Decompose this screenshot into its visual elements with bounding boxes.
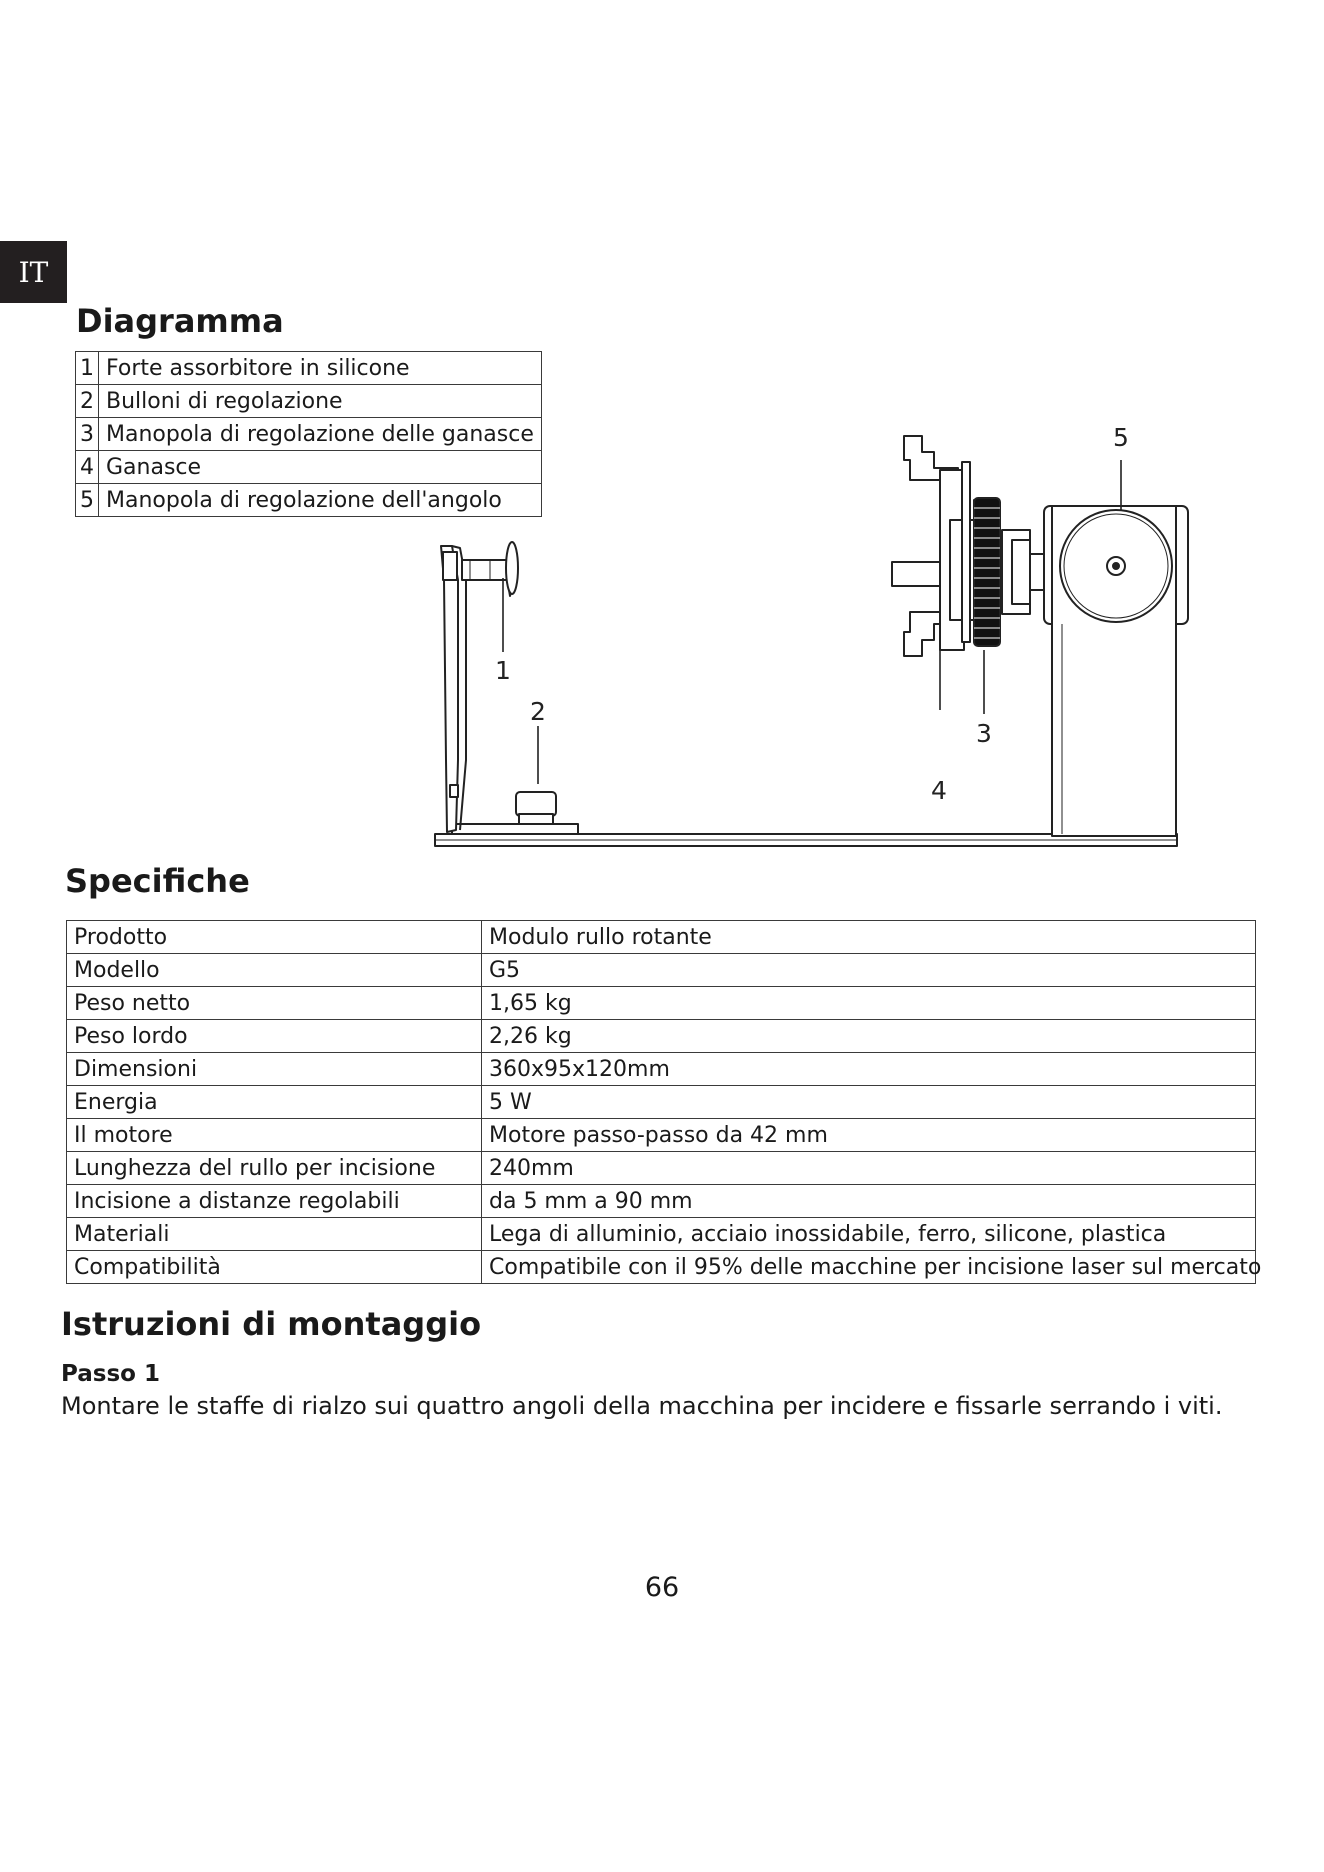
spec-key: Incisione a distanze regolabili	[67, 1185, 482, 1218]
table-row	[67, 1119, 1256, 1152]
legend-label: Forte assorbitore in silicone	[99, 352, 542, 385]
left-bracket	[441, 546, 466, 832]
callout-2: 2	[530, 697, 546, 726]
adjustment-bolt	[516, 726, 556, 824]
spec-value: Motore passo-passo da 42 mm	[482, 1119, 1256, 1152]
legend-label: Bulloni di regolazione	[99, 385, 542, 418]
spec-value: Compatibile con il 95% delle macchine per incisione laser sul mercato	[482, 1251, 1256, 1284]
table-row	[67, 921, 1256, 954]
table-row	[67, 1251, 1256, 1284]
spec-value: Lega di alluminio, acciaio inossidabile, ferro, silicone, plastica	[482, 1218, 1256, 1251]
spec-value: da 5 mm a 90 mm	[482, 1185, 1256, 1218]
spec-key: Peso netto	[67, 987, 482, 1020]
legend-number: 5	[76, 484, 99, 517]
spec-value: 2,26 kg	[482, 1020, 1256, 1053]
silicone-absorber	[462, 542, 518, 652]
spec-table	[66, 920, 1262, 1284]
callout-3: 3	[976, 719, 992, 748]
table-row	[67, 1152, 1256, 1185]
table-row	[67, 1185, 1256, 1218]
step-title: Passo 1	[61, 1361, 160, 1387]
jaw-adjustment-knob	[974, 498, 1044, 714]
language-tab: IT	[0, 241, 67, 303]
assembly-heading: Istruzioni di montaggio	[61, 1305, 482, 1343]
table-row	[67, 987, 1256, 1020]
spec-key: Compatibilità	[67, 1251, 482, 1284]
callout-4: 4	[931, 776, 947, 805]
page-number: 66	[644, 1572, 680, 1603]
diagram-heading: Diagramma	[76, 302, 284, 340]
spec-key: Prodotto	[67, 921, 482, 954]
callout-1: 1	[495, 656, 511, 685]
callout-5: 5	[1113, 423, 1129, 452]
spec-key: Dimensioni	[67, 1053, 482, 1086]
spec-key: Materiali	[67, 1218, 482, 1251]
legend-label: Manopola di regolazione delle ganasce	[99, 418, 542, 451]
spec-value: 360x95x120mm	[482, 1053, 1256, 1086]
spec-key: Lunghezza del rullo per incisione	[67, 1152, 482, 1185]
table-row	[67, 954, 1256, 987]
spec-value: Modulo rullo rotante	[482, 921, 1256, 954]
spec-value: G5	[482, 954, 1256, 987]
spec-value: 1,65 kg	[482, 987, 1256, 1020]
spec-key: Energia	[67, 1086, 482, 1119]
legend-number: 3	[76, 418, 99, 451]
table-row	[67, 1020, 1256, 1053]
spec-key: Peso lordo	[67, 1020, 482, 1053]
specs-heading: Specifiche	[65, 862, 250, 900]
table-row	[67, 1086, 1256, 1119]
legend-number: 1	[76, 352, 99, 385]
legend-label: Manopola di regolazione dell'angolo	[99, 484, 542, 517]
spec-key: Modello	[67, 954, 482, 987]
legend-number: 2	[76, 385, 99, 418]
step-text: Montare le staffe di rialzo sui quattro angoli della macchina per incidere e fissarle serrando i viti.	[61, 1392, 1223, 1420]
spec-value: 240mm	[482, 1152, 1256, 1185]
table-row	[67, 1053, 1256, 1086]
table-row	[67, 1218, 1256, 1251]
legend-label: Ganasce	[99, 451, 542, 484]
legend-number: 4	[76, 451, 99, 484]
spec-value: 5 W	[482, 1086, 1256, 1119]
motor-housing	[1044, 460, 1188, 836]
spec-key: Il motore	[67, 1119, 482, 1152]
